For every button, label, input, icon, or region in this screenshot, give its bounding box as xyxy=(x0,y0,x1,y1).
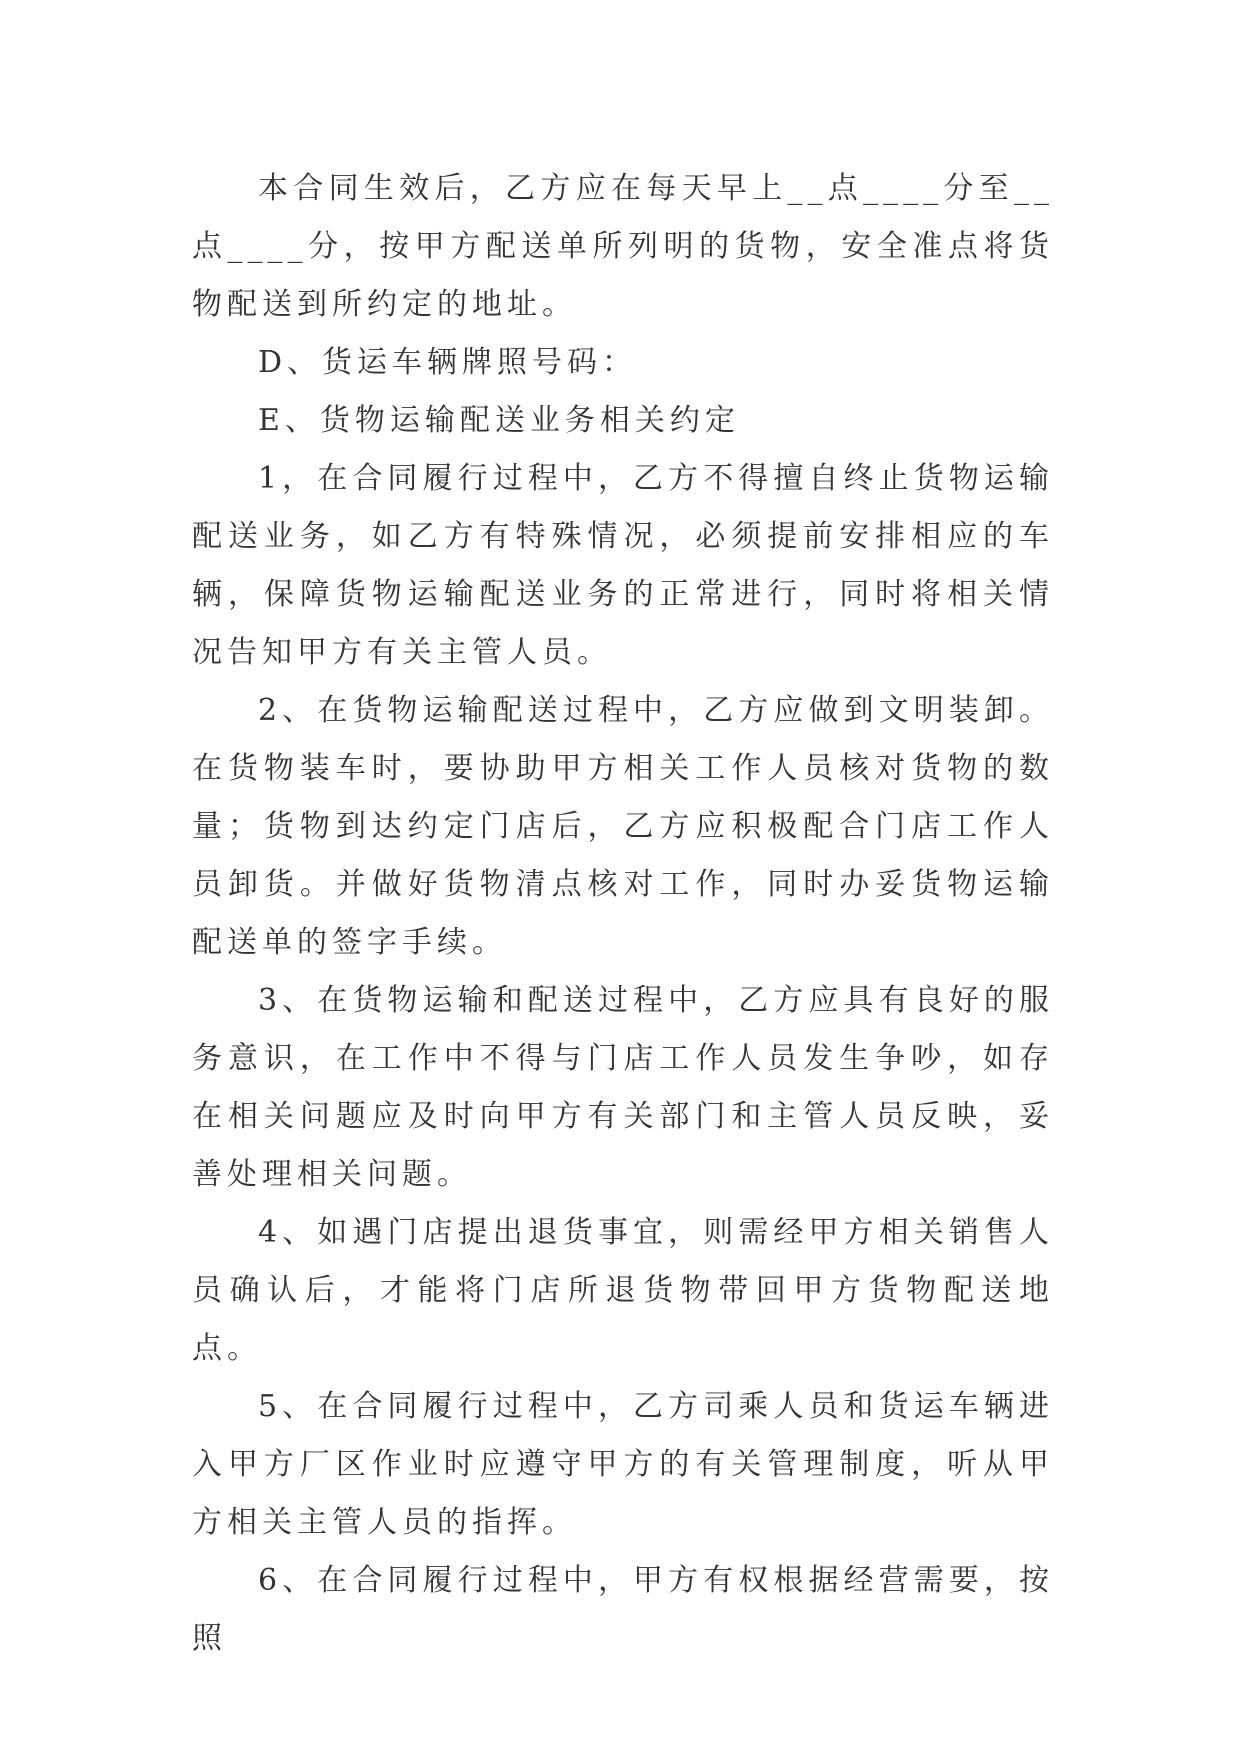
paragraph-vehicle-plate: D、货运车辆牌照号码： xyxy=(258,345,638,380)
document-body xyxy=(192,160,1054,1668)
paragraph-clause-5: 5、在合同履行过程中，乙方司乘人员和货运车辆进入甲方厂区作业时应遵守甲方的有关管理制度，听从甲方相关主管人员的指挥。 xyxy=(192,1389,1054,1540)
paragraph-clause-6: 6、在合同履行过程中，甲方有权根据经营需要，按照 xyxy=(192,1563,1054,1656)
paragraph-clause-4: 4、如遇门店提出退货事宜，则需经甲方相关销售人员确认后，才能将门店所退货物带回甲方货物配送地点。 xyxy=(192,1215,1054,1366)
paragraph-clause-3: 3、在货物运输和配送过程中，乙方应具有良好的服务意识，在工作中不得与门店工作人员发生争吵，如存在相关问题应及时向甲方有关部门和主管人员反映，妥善处理相关问题。 xyxy=(192,983,1054,1192)
section-heading-e: E、货物运输配送业务相关约定 xyxy=(258,403,740,438)
paragraph-clause-2: 2、在货物运输配送过程中，乙方应做到文明装卸。在货物装车时，要协助甲方相关工作人员核对货物的数量；货物到达约定门店后，乙方应积极配合门店工作人员卸货。并做好货物清点核对工作，同时办妥货物运输配送单的签字手续。 xyxy=(192,693,1054,960)
paragraph-delivery-time: 本合同生效后，乙方应在每天早上__点____分至__点____分，按甲方配送单所列明的货物，安全准点将货物配送到所约定的地址。 xyxy=(192,171,1054,322)
paragraph-clause-1: 1，在合同履行过程中，乙方不得擅自终止货物运输配送业务，如乙方有特殊情况，必须提前安排相应的车辆，保障货物运输配送业务的正常进行，同时将相关情况告知甲方有关主管人员。 xyxy=(192,461,1054,670)
